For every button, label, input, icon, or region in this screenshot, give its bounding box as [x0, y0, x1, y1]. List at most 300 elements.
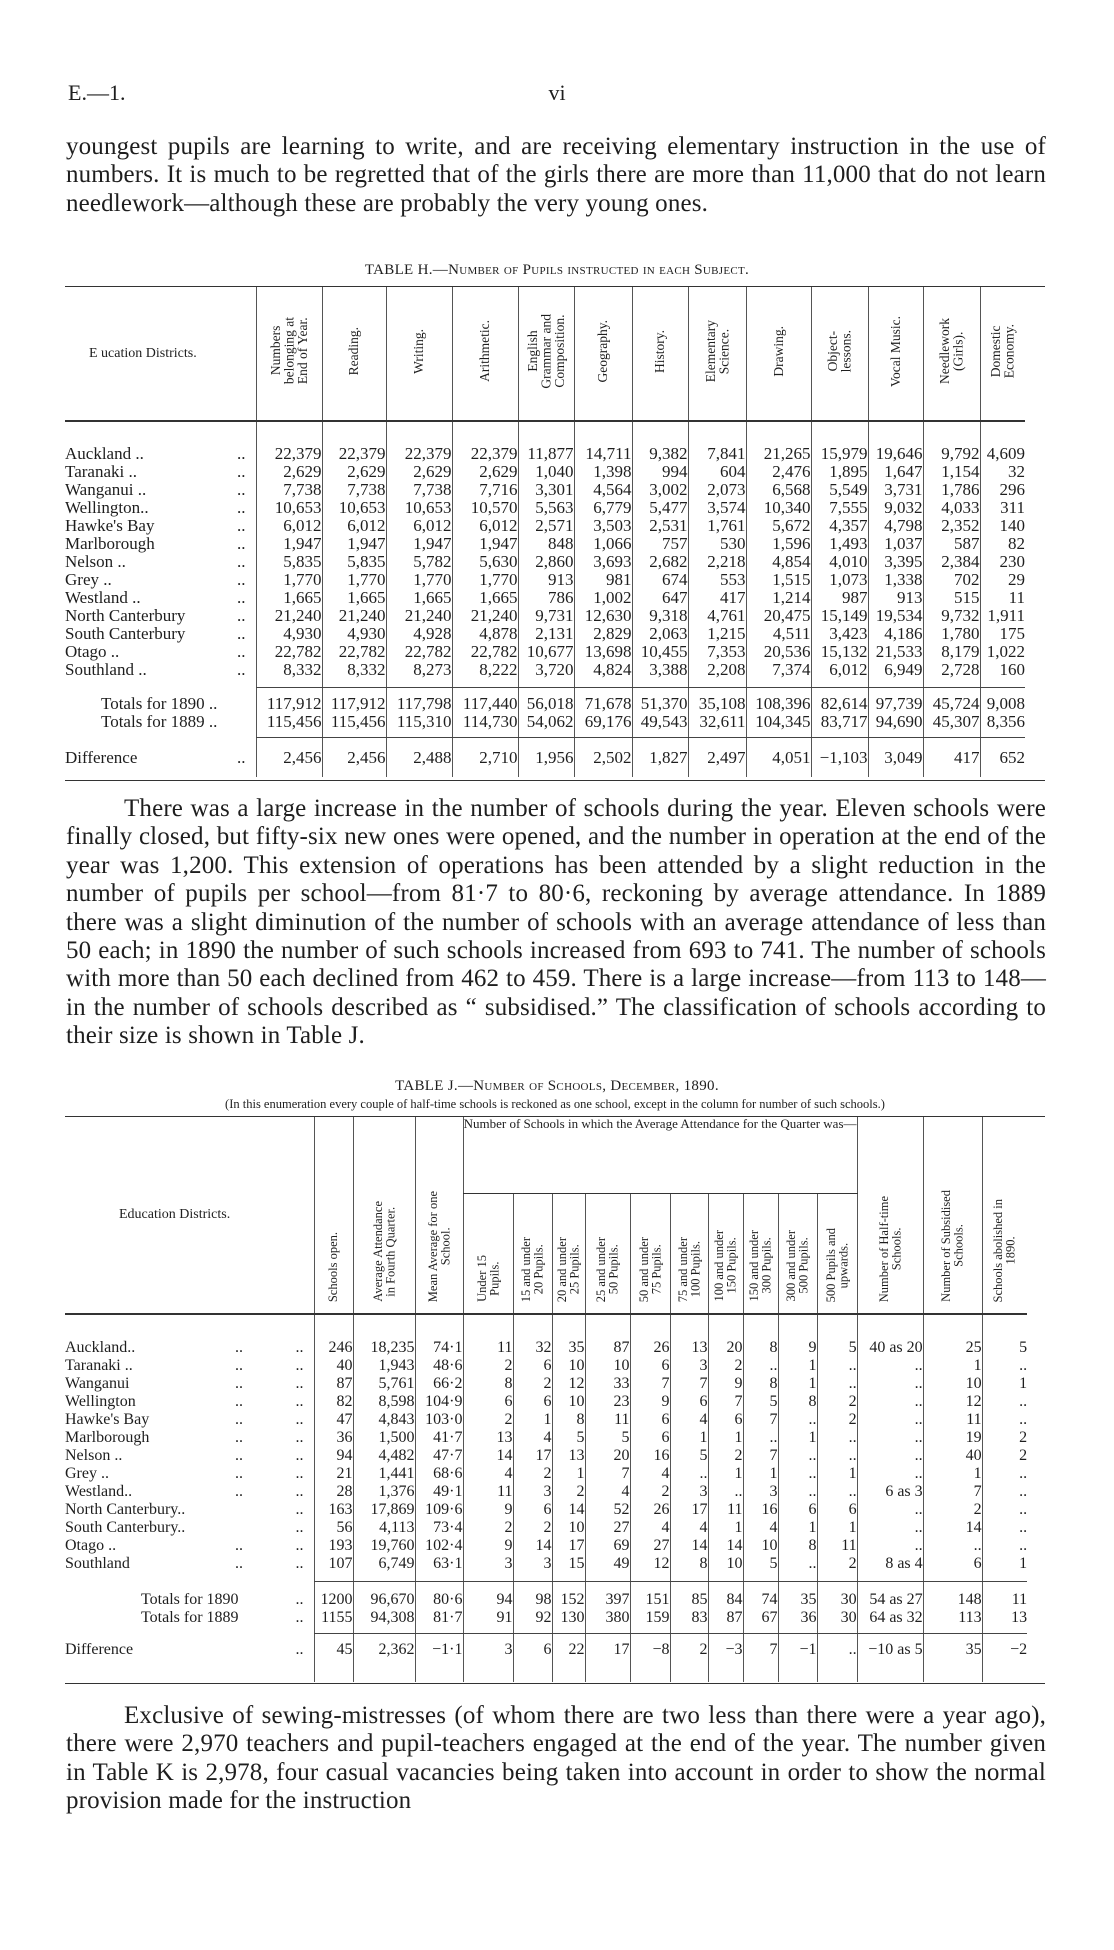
column-rule [746, 679, 811, 687]
value-cell: 5 [743, 1393, 778, 1411]
value-cell: 22,379 [256, 445, 322, 463]
column-rule [552, 1573, 585, 1581]
value-cell: 757 [632, 535, 688, 553]
leader-dots: .. [237, 444, 246, 463]
spacer-cell [817, 1633, 857, 1641]
district-name: Wanganui [65, 1375, 130, 1392]
leader-dots: .. [295, 1429, 304, 1446]
value-cell: 83,717 [811, 713, 868, 731]
value-cell: 4,357 [811, 517, 868, 535]
spacer-cell [923, 1314, 982, 1339]
table-row [65, 1339, 1027, 1357]
column-rule [778, 1573, 817, 1581]
value-cell: 6 [670, 1393, 708, 1411]
table-row [65, 1393, 1027, 1411]
spacer-cell [463, 1581, 513, 1591]
page-number: vi [548, 80, 566, 105]
value-cell: 7,716 [452, 481, 518, 499]
leader-dots: .. [237, 462, 246, 481]
leader-dots: .. [295, 1537, 304, 1554]
leader-dots: .. [237, 606, 246, 625]
column-header-label: Numbers belonging at End of Year. [267, 317, 310, 385]
column-header [868, 287, 923, 421]
leader-dots: .. [295, 1555, 304, 1572]
value-cell: 8 [778, 1393, 817, 1411]
spacer-cell [463, 1633, 513, 1641]
table-row [65, 661, 1025, 679]
leader-dots: .. [295, 1519, 304, 1536]
value-cell: 11 [708, 1501, 743, 1519]
value-cell: 2,384 [923, 553, 980, 571]
value-cell: 2 [670, 1641, 708, 1659]
table-row [65, 607, 1025, 625]
value-cell: 4 [670, 1519, 708, 1537]
spacer-cell [256, 421, 322, 445]
table-row [65, 589, 1025, 607]
column-rule [314, 1573, 353, 1581]
value-cell: 9,382 [632, 445, 688, 463]
value-cell: 604 [688, 463, 746, 481]
value-cell: −2 [982, 1641, 1027, 1659]
value-cell: 1 [778, 1375, 817, 1393]
value-cell: 28 [314, 1483, 353, 1501]
spacer-cell [513, 1633, 552, 1641]
spacer-cell [630, 1581, 670, 1591]
column-rule [630, 1573, 670, 1581]
table-row [65, 1357, 1027, 1375]
district-name: Southland .. [65, 660, 147, 679]
spacer-cell [817, 1581, 857, 1591]
value-cell: 7,555 [811, 499, 868, 517]
value-cell: 87 [314, 1375, 353, 1393]
column-header-label: Number of Subsidised Schools. [939, 1190, 966, 1302]
value-cell: 1,761 [688, 517, 746, 535]
district-name: Westland.. [65, 1483, 133, 1500]
value-cell: 1,770 [322, 571, 386, 589]
district-cell [65, 445, 256, 463]
column-header-label: Average Attendance in Fourth Quarter. [370, 1201, 397, 1302]
value-cell: 1,647 [868, 463, 923, 481]
table-row [65, 1483, 1027, 1501]
table-h-pupils-by-subject [65, 287, 1025, 777]
value-cell: 1,002 [574, 589, 632, 607]
value-cell: 163 [314, 1501, 353, 1519]
value-cell: 17,869 [353, 1501, 415, 1519]
value-cell: 2 [923, 1501, 982, 1519]
column-header-label: Schools open. [326, 1231, 341, 1302]
district-cell [65, 1393, 314, 1411]
column-rule [982, 1573, 1027, 1581]
value-cell: 3,731 [868, 481, 923, 499]
value-cell: 3,301 [518, 481, 574, 499]
value-cell: .. [778, 1465, 817, 1483]
value-cell: 1,665 [452, 589, 518, 607]
district-name: Grey .. [65, 1465, 109, 1482]
district-cell [65, 535, 256, 553]
spacer-cell [688, 421, 746, 445]
table-row [65, 481, 1025, 499]
value-cell: 981 [574, 571, 632, 589]
column-header-label: 15 and under 20 Pupils. [519, 1236, 546, 1302]
table-h-title [0, 262, 1114, 279]
value-cell: 5,835 [256, 553, 322, 571]
spacer-cell [552, 1633, 585, 1641]
value-cell: 3,574 [688, 499, 746, 517]
value-cell: 4,482 [353, 1447, 415, 1465]
value-cell: 69 [585, 1537, 630, 1555]
value-cell: 311 [980, 499, 1025, 517]
value-cell: 1,493 [811, 535, 868, 553]
value-cell: 702 [923, 571, 980, 589]
value-cell: 9 [630, 1393, 670, 1411]
leader-dots: .. [235, 1555, 243, 1572]
table-j-schools [65, 1117, 1027, 1682]
column-rule [670, 1573, 708, 1581]
value-cell: 45,307 [923, 713, 980, 731]
value-cell: 9,032 [868, 499, 923, 517]
value-cell: 22 [552, 1641, 585, 1659]
value-cell: 32 [980, 463, 1025, 481]
attendance-group-header: Number of Schools in which the Average Attendance for the Quarter was— [463, 1117, 857, 1193]
spacer-cell [552, 1314, 585, 1339]
column-rule [923, 1573, 982, 1581]
value-cell: 10 [552, 1519, 585, 1537]
spacer-cell [513, 1659, 552, 1682]
spacer-cell [256, 767, 322, 777]
value-cell: 1,398 [574, 463, 632, 481]
column-header [688, 287, 746, 421]
column-header [463, 1193, 513, 1314]
column-rule-row [65, 1573, 1027, 1581]
spacer-cell [314, 1659, 353, 1682]
district-name: Marlborough [65, 1429, 150, 1446]
leader-dots: .. [235, 1447, 243, 1464]
value-cell: 10,653 [386, 499, 452, 517]
value-cell: .. [982, 1411, 1027, 1429]
spacer-cell [811, 421, 868, 445]
value-cell: 4 [513, 1429, 552, 1447]
column-rule [632, 679, 688, 687]
value-cell: 8 [778, 1537, 817, 1555]
spacer-cell [632, 421, 688, 445]
table-header-row [65, 287, 1025, 421]
total-row [65, 713, 1025, 731]
table-row [65, 1375, 1027, 1393]
value-cell: 92 [513, 1609, 552, 1627]
spacer-cell [688, 767, 746, 777]
table-h-bottom-rule [65, 780, 1045, 781]
value-cell: 8,222 [452, 661, 518, 679]
value-cell: 674 [632, 571, 688, 589]
spacer-cell [574, 767, 632, 777]
value-cell: 9 [463, 1537, 513, 1555]
column-header [923, 287, 980, 421]
value-cell: 40 [923, 1447, 982, 1465]
value-cell: 175 [980, 625, 1025, 643]
spacer-cell [314, 1633, 353, 1641]
value-cell: 2,073 [688, 481, 746, 499]
district-cell [65, 1519, 314, 1537]
value-cell: 2 [982, 1447, 1027, 1465]
value-cell: 3 [463, 1641, 513, 1659]
value-cell: 1,947 [322, 535, 386, 553]
value-cell: 1,376 [353, 1483, 415, 1501]
value-cell: 56 [314, 1519, 353, 1537]
value-cell: 246 [314, 1339, 353, 1357]
column-rule [353, 1573, 415, 1581]
value-cell: 2,456 [322, 749, 386, 767]
value-cell: 6,779 [574, 499, 632, 517]
district-cell [65, 481, 256, 499]
value-cell: 117,798 [386, 695, 452, 713]
spacer-cell [778, 1314, 817, 1339]
value-cell: 5,563 [518, 499, 574, 517]
value-cell: 87 [585, 1339, 630, 1357]
value-cell: 6,568 [746, 481, 811, 499]
value-cell: 22,379 [322, 445, 386, 463]
value-cell: 6 [630, 1429, 670, 1447]
value-cell: 11 [463, 1483, 513, 1501]
value-cell: 54 as 27 [857, 1591, 923, 1609]
district-name: Marlborough [65, 534, 155, 553]
column-rule [708, 1573, 743, 1581]
value-cell: 1 [982, 1555, 1027, 1573]
value-cell: 10 [552, 1357, 585, 1375]
value-cell: 6,949 [868, 661, 923, 679]
value-cell: 15,979 [811, 445, 868, 463]
district-name: Westland .. [65, 588, 141, 607]
spacer-cell [708, 1633, 743, 1641]
value-cell: 1,037 [868, 535, 923, 553]
leader-dots: .. [237, 498, 246, 517]
value-cell: 115,456 [322, 713, 386, 731]
value-cell: 2,063 [632, 625, 688, 643]
value-cell: 82 [980, 535, 1025, 553]
value-cell: 6 [513, 1641, 552, 1659]
value-cell: 85 [670, 1591, 708, 1609]
district-cell [65, 1501, 314, 1519]
value-cell: 1 [982, 1375, 1027, 1393]
value-cell: 987 [811, 589, 868, 607]
value-cell: 8,332 [322, 661, 386, 679]
value-cell: 26 [630, 1339, 670, 1357]
table-j-bottom-rule [65, 1683, 1045, 1684]
district-name: Hawke's Bay [65, 516, 155, 535]
spacer-cell [708, 1659, 743, 1682]
value-cell: 230 [980, 553, 1025, 571]
column-rule [513, 1573, 552, 1581]
spacer-cell [670, 1659, 708, 1682]
value-cell: 13 [670, 1339, 708, 1357]
leader-dots: .. [295, 1483, 304, 1500]
value-cell: 4,186 [868, 625, 923, 643]
value-cell: 2,352 [923, 517, 980, 535]
spacer-row [65, 1659, 1027, 1682]
spacer-cell [452, 421, 518, 445]
column-rule [65, 679, 256, 687]
value-cell: 10 [708, 1555, 743, 1573]
value-cell: 2 [817, 1393, 857, 1411]
value-cell: 2,456 [256, 749, 322, 767]
value-cell: 5 [743, 1555, 778, 1573]
value-cell: 8,598 [353, 1393, 415, 1411]
value-cell: 4,930 [322, 625, 386, 643]
value-cell: 1,066 [574, 535, 632, 553]
district-name: Otago .. [65, 642, 120, 661]
value-cell: 5 [817, 1339, 857, 1357]
leader-dots: .. [295, 1609, 304, 1626]
value-cell: 10 [923, 1375, 982, 1393]
value-cell: .. [857, 1519, 923, 1537]
value-cell: 1,215 [688, 625, 746, 643]
table-row [65, 625, 1025, 643]
column-rule [857, 1573, 923, 1581]
spacer-cell [923, 1581, 982, 1591]
value-cell: 10,653 [322, 499, 386, 517]
value-cell: 1 [923, 1357, 982, 1375]
value-cell: 3 [670, 1357, 708, 1375]
value-cell: 36 [314, 1429, 353, 1447]
column-rule [386, 679, 452, 687]
value-cell: 6,749 [353, 1555, 415, 1573]
leader-dots: .. [237, 588, 246, 607]
spacer-cell [980, 767, 1025, 777]
spacer-cell [65, 1633, 314, 1641]
district-cell [65, 1447, 314, 1465]
value-cell: 4 [630, 1519, 670, 1537]
value-cell: 35,108 [688, 695, 746, 713]
value-cell: 1,073 [811, 571, 868, 589]
value-cell: 47·7 [415, 1447, 463, 1465]
value-cell: 1 [778, 1519, 817, 1537]
district-cell [65, 1483, 314, 1501]
column-header-label: English Grammar and Composition. [524, 313, 567, 389]
district-column-header: E ucation Districts. [65, 287, 256, 421]
value-cell: .. [778, 1447, 817, 1465]
value-cell: 21,240 [386, 607, 452, 625]
value-cell: 9,318 [632, 607, 688, 625]
district-name: Hawke's Bay [65, 1411, 150, 1428]
value-cell: 7 [743, 1411, 778, 1429]
value-cell: 8 [552, 1411, 585, 1429]
value-cell: 52 [585, 1501, 630, 1519]
value-cell: 51,370 [632, 695, 688, 713]
value-cell: 10 [585, 1357, 630, 1375]
value-cell: 3 [743, 1483, 778, 1501]
value-cell: 1,665 [322, 589, 386, 607]
leader-dots: .. [235, 1429, 243, 1446]
value-cell: 117,912 [322, 695, 386, 713]
district-cell [65, 695, 256, 713]
value-cell: 35 [778, 1591, 817, 1609]
value-cell: 1 [743, 1465, 778, 1483]
value-cell: 380 [585, 1609, 630, 1627]
spacer-cell [868, 767, 923, 777]
district-name: North Canterbury.. [65, 1501, 186, 1518]
value-cell: 5,835 [322, 553, 386, 571]
district-name: Nelson .. [65, 552, 126, 571]
district-cell [65, 499, 256, 517]
column-header [817, 1193, 857, 1314]
value-cell: 3,049 [868, 749, 923, 767]
value-cell: 68·6 [415, 1465, 463, 1483]
value-cell: 1,441 [353, 1465, 415, 1483]
value-cell: 1,665 [256, 589, 322, 607]
value-cell: 17 [552, 1537, 585, 1555]
value-cell: 10 [552, 1393, 585, 1411]
spacer-cell [65, 1659, 314, 1682]
district-name: Nelson .. [65, 1447, 123, 1464]
spacer-row [65, 1581, 1027, 1591]
value-cell: 22,782 [386, 643, 452, 661]
value-cell: 5,782 [386, 553, 452, 571]
value-cell: 9 [778, 1339, 817, 1357]
value-cell: 130 [552, 1609, 585, 1627]
value-cell: .. [982, 1537, 1027, 1555]
leader-dots: .. [237, 516, 246, 535]
leader-dots: .. [235, 1483, 243, 1500]
district-name: Wellington [65, 1393, 136, 1410]
table-row [65, 571, 1025, 589]
value-cell: 94 [463, 1591, 513, 1609]
value-cell: 4,930 [256, 625, 322, 643]
spacer-cell [65, 421, 256, 445]
value-cell: .. [743, 1429, 778, 1447]
value-cell: −1·1 [415, 1641, 463, 1659]
column-header-label: Writing. [411, 328, 427, 374]
value-cell: 8,332 [256, 661, 322, 679]
value-cell: 2,476 [746, 463, 811, 481]
district-cell [65, 607, 256, 625]
spacer-cell [65, 1581, 314, 1591]
column-rule [322, 679, 386, 687]
value-cell: 1 [552, 1465, 585, 1483]
value-cell: 7 [923, 1483, 982, 1501]
value-cell: 3,693 [574, 553, 632, 571]
difference-row [65, 749, 1025, 767]
value-cell: 6,012 [322, 517, 386, 535]
district-cell [65, 713, 256, 731]
spacer-cell [743, 1314, 778, 1339]
value-cell: −1 [778, 1641, 817, 1659]
spacer-cell [463, 1314, 513, 1339]
value-cell: 3,395 [868, 553, 923, 571]
value-cell: .. [857, 1357, 923, 1375]
value-cell: 6 [630, 1411, 670, 1429]
value-cell: 1,943 [353, 1357, 415, 1375]
value-cell: 6,012 [386, 517, 452, 535]
value-cell: 3,503 [574, 517, 632, 535]
spacer-cell [817, 1659, 857, 1682]
column-header-label: 50 and under 75 Pupils. [636, 1236, 663, 1302]
value-cell: 2,629 [386, 463, 452, 481]
spacer-cell [811, 767, 868, 777]
column-rule [256, 679, 322, 687]
value-cell: .. [817, 1429, 857, 1447]
column-header [585, 1193, 630, 1314]
value-cell: 2 [708, 1357, 743, 1375]
spacer-cell [630, 1314, 670, 1339]
district-cell [65, 625, 256, 643]
value-cell: 67 [743, 1609, 778, 1627]
value-cell: 12 [923, 1393, 982, 1411]
value-cell: 84 [708, 1591, 743, 1609]
column-rule [743, 1573, 778, 1581]
spacer-cell [778, 1581, 817, 1591]
value-cell: 1,780 [923, 625, 980, 643]
table-row [65, 445, 1025, 463]
total-row [65, 1609, 1027, 1627]
